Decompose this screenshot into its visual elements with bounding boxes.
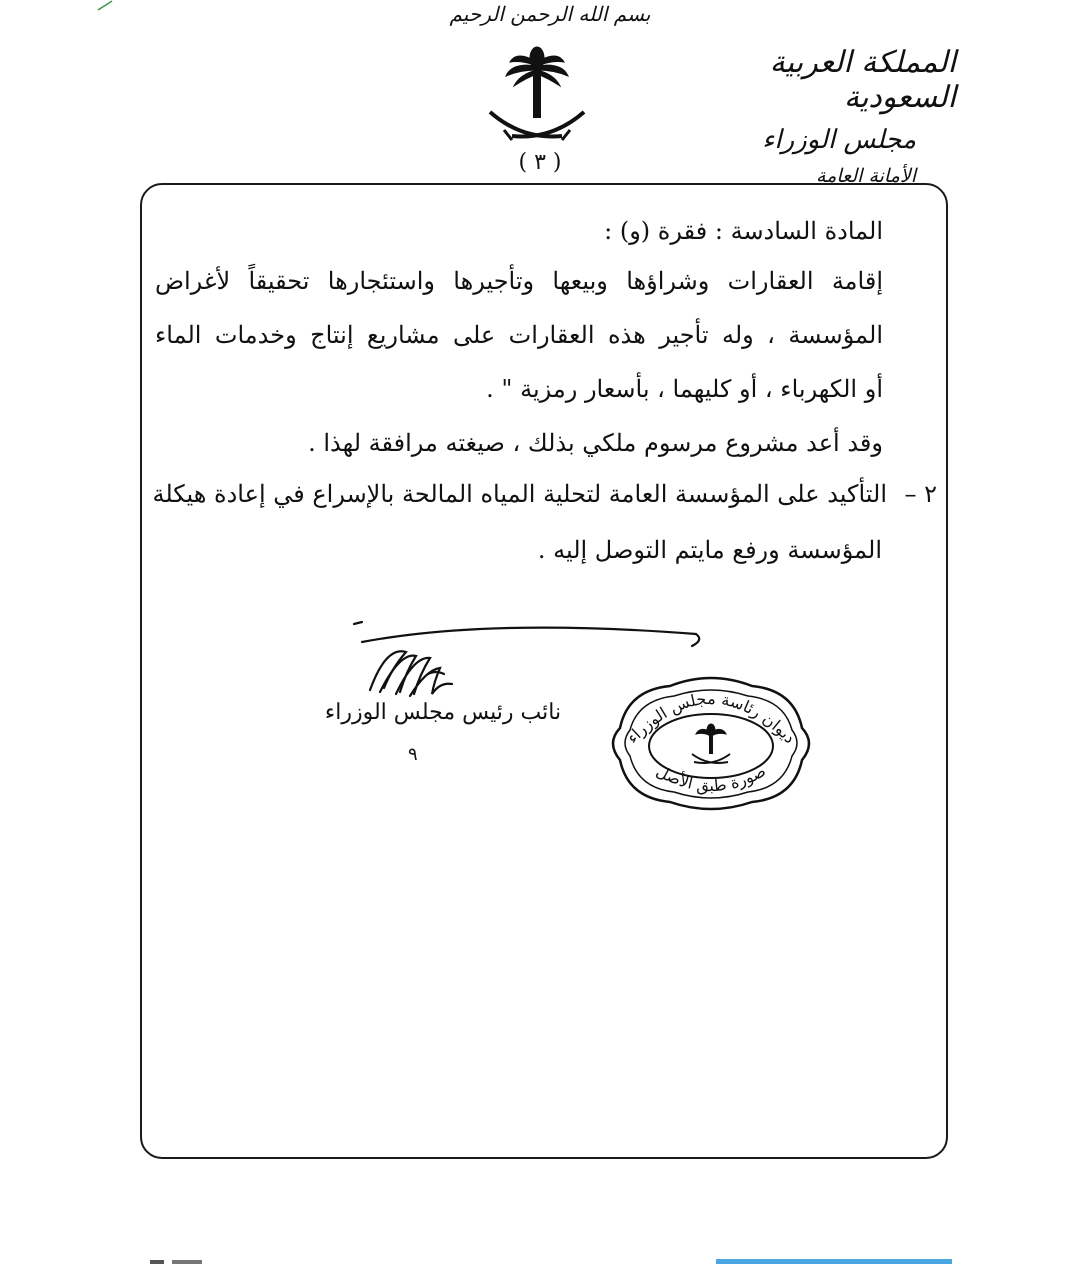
item-2-line-1	[152, 466, 937, 522]
draft-note: وقد أعد مشروع مرسوم ملكي بذلك ، صيغته مرافقة لهذا .	[308, 429, 883, 457]
palm-and-swords-emblem	[482, 40, 592, 162]
green-corner-mark	[96, 0, 114, 12]
council-name: مجلس الوزراء	[762, 125, 916, 155]
item-2-text-2: المؤسسة ورفع مايتم التوصل إليه .	[537, 536, 882, 564]
svg-text:صورة طبق الأصل	[653, 761, 769, 795]
stamp-bottom-text: صورة طبق الأصل	[653, 761, 769, 796]
item-2-line-2	[155, 522, 937, 578]
page-number: ( ٣ )	[518, 150, 562, 175]
document-body	[155, 208, 883, 470]
article-heading: المادة السادسة : فقرة (و) :	[604, 217, 883, 245]
stamp-emblem-icon	[692, 724, 730, 763]
country-name: المملكة العربية السعودية	[769, 45, 956, 115]
paragraph-line-3: أو الكهرباء ، أو كليهما ، بأسعار رمزية " .	[486, 375, 883, 403]
stamp-top-text: ديوان رئاسة مجلس الوزراء	[622, 688, 800, 748]
paragraph-line-1: إقامة العقارات وشراؤها وبيعها وتأجيرها واستئجارها تحقيقاً لأغراض	[155, 267, 883, 295]
basmala: بسم الله الرحمن الرحيم	[449, 2, 651, 26]
item-number: ٢ –	[904, 480, 937, 508]
secretariat-name: الأمانة العامة	[816, 165, 916, 187]
official-seal-stamp	[600, 668, 822, 818]
bottom-edge-mark-left	[150, 1259, 210, 1264]
bottom-edge-blue-strip	[716, 1258, 952, 1264]
signatory-title: نائب رئيس مجلس الوزراء	[324, 700, 562, 725]
initial-mark: ٩	[408, 744, 418, 765]
item-2-text-1: التأكيد على المؤسسة العامة لتحلية المياه المالحة بالإسراع في إعادة هيكلة	[152, 480, 887, 508]
letterhead	[656, 45, 956, 187]
paragraph-line-2: المؤسسة ، وله تأجير هذه العقارات على مشاريع إنتاج وخدمات الماء	[155, 321, 883, 349]
